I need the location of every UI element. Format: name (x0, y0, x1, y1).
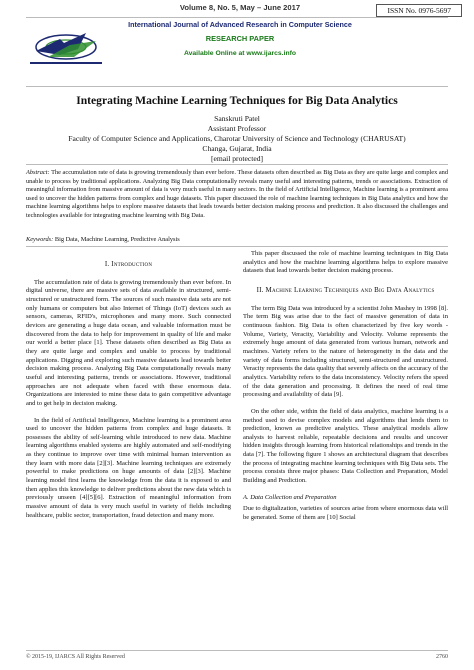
section-heading-ml-bigdata: II. Machine Learning Techniques and Big Data Analytics (256, 285, 435, 294)
paper-type: RESEARCH PAPER (205, 34, 275, 43)
author-city: Changa, Gujarat, India (202, 144, 272, 153)
journal-logo-icon (26, 27, 106, 69)
paragraph: The term Big Data was introduced by a scientist John Mashey in 1998 [8]. The term Big was arise due to the fact of massive generation of data in continuous fashion. Big Data is often characterized by five key words - Volume, Variety, Veracity, Variability and Velocity. Volume represents the extremely huge amount of data generated from various human, network and machines. Variety refers to the nature of heterogeneity in the data and the variety of data forms including structured, semi-structured and unstructured. Veracity represents the data quality that severely affects on the accuracy of the analytics. Variability refers to the data inconsistency. Velocity refers the speed of the data generation and processing. It defines the need of real time processing and availability of data [9]. (243, 304, 448, 399)
paragraph: Due to digitalization, varieties of sources arise from where enormous data will be generated. Some of them are [10] Social (243, 505, 448, 522)
footer-divider (26, 650, 448, 651)
keywords-divider (26, 246, 448, 247)
paragraph: This paper discussed the role of machine learning techniques in Big Data analytics and how the machine learning algorithms helps to explore massive datasets that lead towards better decision making process. (243, 250, 448, 275)
keywords-label: Keywords: (26, 236, 54, 243)
left-column (26, 250, 231, 528)
author-block (0, 114, 474, 164)
keywords (26, 236, 448, 243)
abstract-divider (26, 164, 448, 165)
author-email[interactable]: [email protected] (210, 154, 264, 163)
issn-box: ISSN No. 0976-5697 (376, 4, 462, 17)
paragraph: On the other side, within the field of data analytics, machine learning is a method used to devise complex models and algorithms that lends them to prediction, known as predictive analytics. These analytical models allow analysts to harvest reliable, repeatable decisions and results and uncover hidden insights through learning from historical relationships and trends in the data [7]. The following figure 1 shows an architectural diagram that describes the process of integrating machine learning techniques with Big Data sets. The process consists three major phases: Data Collection and Preparation, Model Building and Prediction. (243, 407, 448, 485)
paper-title: Integrating Machine Learning Techniques for Big Data Analytics (76, 94, 398, 107)
footer (26, 654, 448, 660)
header-divider (26, 17, 448, 18)
abstract-label: Abstract: (26, 169, 50, 176)
author-position: Assistant Professor (207, 124, 267, 133)
journal-name: International Journal of Advanced Research in Computer Science (128, 20, 352, 29)
right-column (243, 250, 448, 531)
copyright: © 2015-19, IJARCS All Rights Reserved (26, 654, 125, 660)
keywords-text: Big Data, Machine Learning, Predictive Analysis (53, 236, 180, 243)
journal-website[interactable]: Available Online at www.ijarcs.info (183, 50, 297, 57)
page-number: 2760 (436, 654, 448, 660)
paragraph: In the field of Artificial Intelligence, Machine learning is a prominent area used to uncover the hidden patterns from complex and huge datasets. It possesses the ability of self-learning while introduced to new data. Machine learning algorithms enabled systems are highly automated and self-modifying as they continue to improve over time with minimal human intervention as they learn with more data [2][3]. Machine learning techniques are extremely powerful to make predictions on huge amounts of data [2][3]. Machine learning model first learns the knowledge from the data it is exposed to and then applies this knowledge to deliver predictions about the new data which is previously unseen [4][5][6]. Extraction of meaningful information from massive amount of data is very much useful in variety of fields including healthcare, public sector, transportation, fraud detection and many more. (26, 416, 231, 519)
author-affiliation: Faculty of Computer Science and Applications, Charotar University of Science and Technology (CHARUSAT) (68, 134, 406, 143)
masthead (110, 4, 370, 57)
volume-info: Volume 8, No. 5, May – June 2017 (179, 3, 301, 12)
author-name: Sanskruti Patel (214, 114, 260, 123)
paragraph: The accumulation rate of data is growing tremendously than ever before. In digital universe, there are massive sets of data available in structured, semi-structured or unstructured form. The sources of such massive data sets are not only humans or computers but also Internet of Things (IoT) devices such as sensors, cameras, RFID's, microphones and many more. Such connected devices are generating a huge data ocean, and valuable information must be discovered from the data to help for improvement in quality of life and make our world a better place [1]. These datasets often described as Big Data as they are quite large and complex and unable to process by traditional applications. Digging and exploring such massive datasets lead towards better decision making process. Analyzing Big Data computationally reveals many useful and interesting patterns, trends or associations. However, traditional approaches are not adequate when faced with these enormous data. Organizations are interested to mine these data to gain competitive advantage and to get help in decision making. (26, 278, 231, 407)
abstract-text: The accumulation rate of data is growing tremendously than ever before. These datasets often described as Big Data as they are quite large and complex and unable to process by traditional applications. Analyzing Big Data computationally reveals many useful and interesting patterns, trends or associations. Extraction of meaningful information from massive amount of data is very much useful in many sectors. In the field of Artificial Intelligence, Machine learning is a prominent area used to uncover the hidden patterns from complex and huge datasets. This paper discussed the role of machine learning techniques in Big Data analytics and how the machine learning algorithms helps to explore massive datasets that leads towards better decision making process and prediction. It also discussed the challenges and technologies available for integrating machine learning with Big Data. (26, 169, 448, 219)
section-heading-introduction: I. Introduction (104, 260, 153, 268)
subsection-heading: A. Data Collection and Preparation (243, 493, 337, 501)
abstract (26, 169, 448, 220)
header-divider (26, 86, 448, 87)
